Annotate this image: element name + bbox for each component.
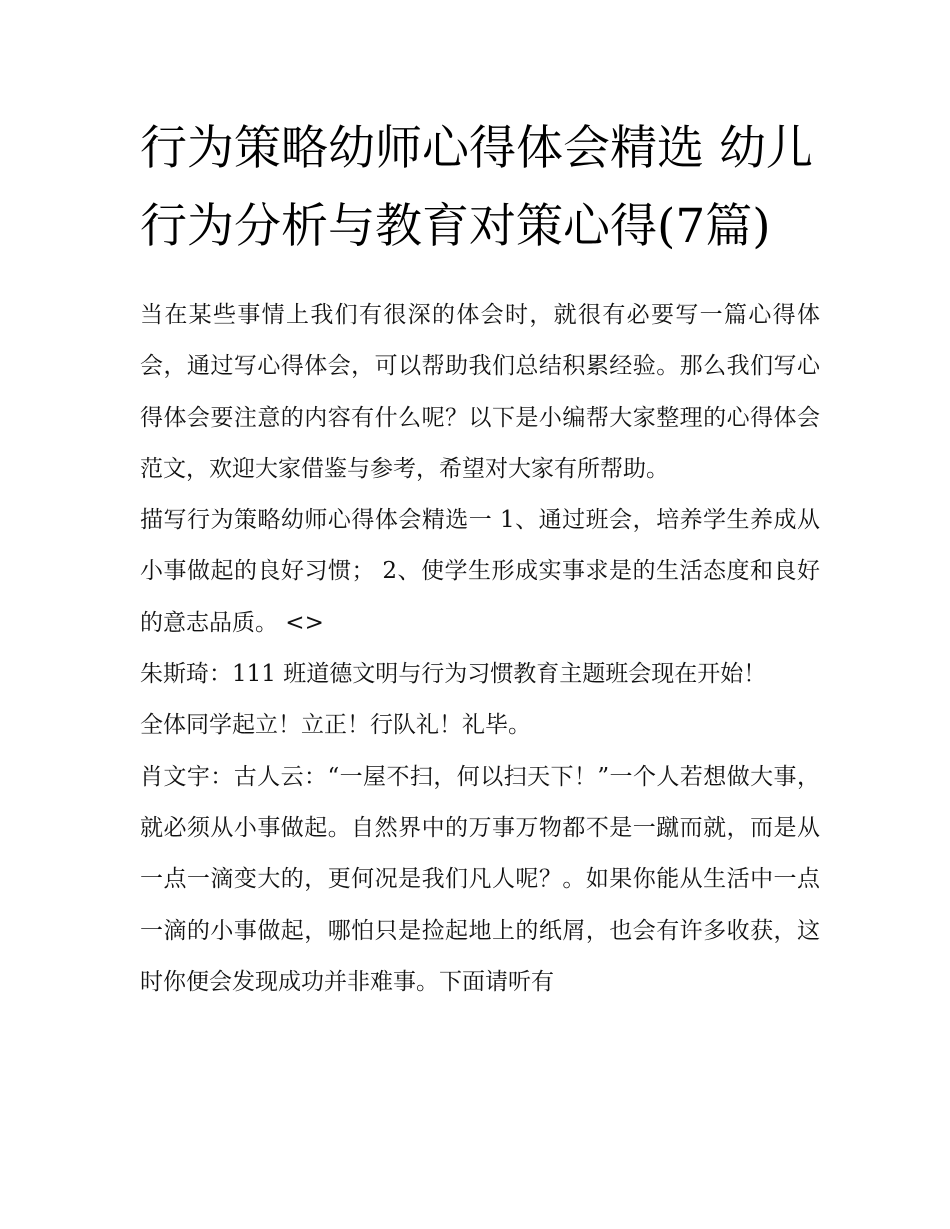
paragraph-intro: 当在某些事情上我们有很深的体会时，就很有必要写一篇心得体会，通过写心得体会，可以帮助我们总结积累经验。那么我们写心得体会要注意的内容有什么呢？以下是小编帮大家整理的心得体会范文，欢迎大家借鉴与参考，希望对大家有所帮助。: [140, 302, 820, 482]
paragraph-speech: 肖文宇：古人云：“一屋不扫，何以扫天下！”一个人若想做大事，就必须从小事做起。自然界中的万事万物都不是一蹴而就，而是从一点一滴变大的，更何况是我们凡人呢？。如果你能从生活中一点一滴的小事做起，哪怕只是捡起地上的纸屑，也会有许多收获，这时你便会发现成功并非难事。下面请听有: [140, 763, 820, 995]
document-page: [140, 110, 820, 1008]
paragraph-goals: 描写行为策略幼师心得体会精选一 1、通过班会，培养学生养成从小事做起的良好习惯； 2、使学生形成实事求是的生活态度和良好的意志品质。 <>: [140, 507, 820, 636]
document-body: [140, 290, 820, 1008]
paragraph-salute: 全体同学起立！立正！行队礼！礼毕。: [140, 712, 531, 739]
paragraph-opening: 朱斯琦：111 班道德文明与行为习惯教育主题班会现在开始！: [140, 661, 767, 688]
document-title: 行为策略幼师心得体会精选 幼儿行为分析与教育对策心得(7篇): [140, 121, 813, 254]
